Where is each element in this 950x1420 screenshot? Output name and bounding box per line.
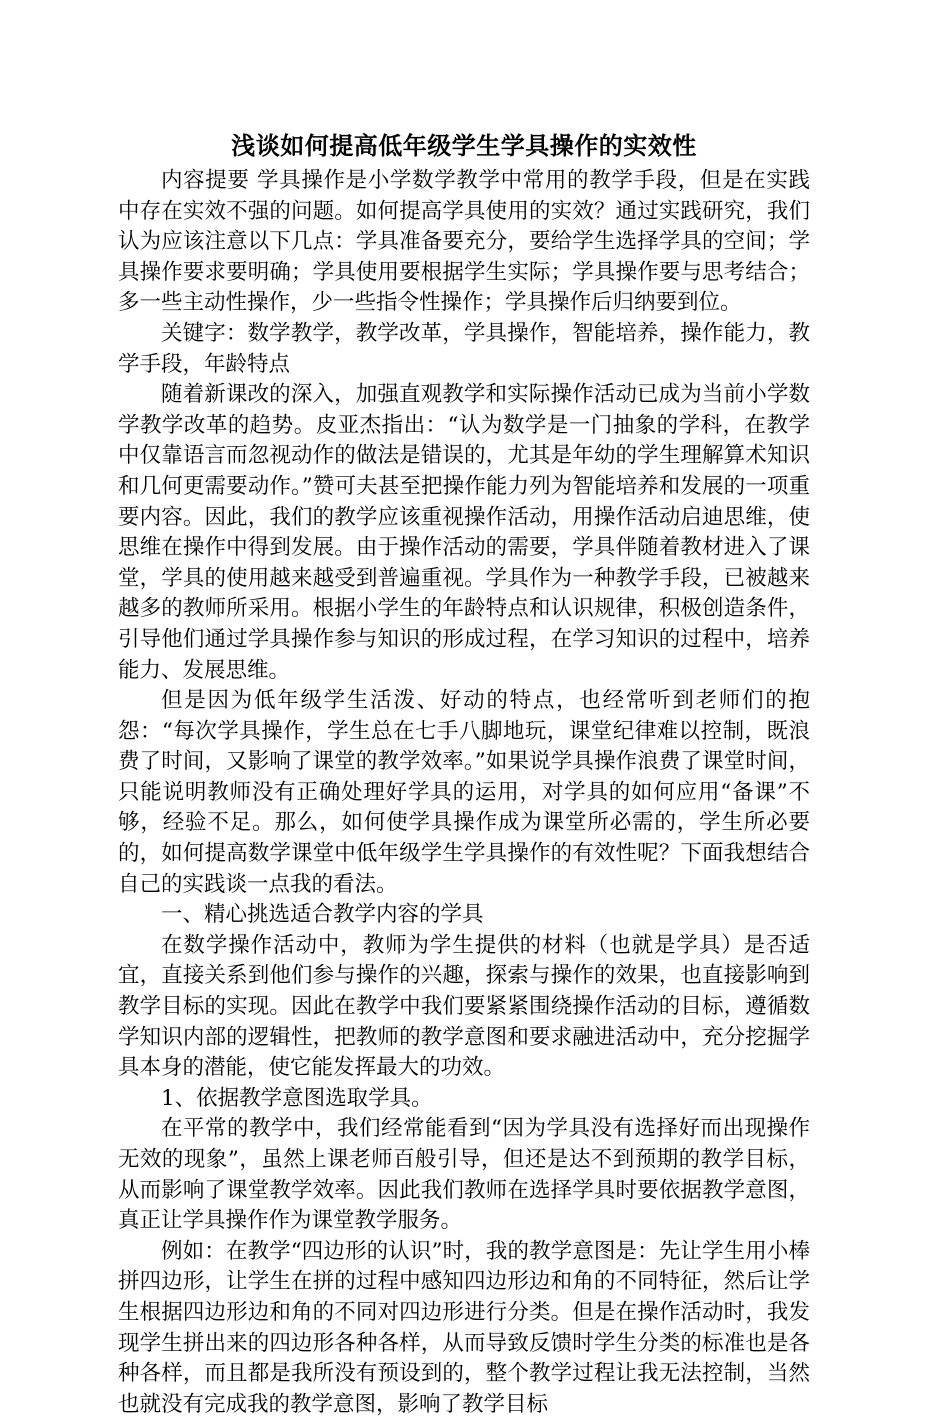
body-paragraph: 在数学操作活动中，教师为学生提供的材料（也就是学具）是否适宜，直接关系到他们参与操作的兴趣，探索与操作的效果，也直接影响到教学目标的实现。因此在教学中我们要紧紧围绕操作活动的目标，遵循数学知识内部的逻辑性，把教师的教学意图和要求融进活动中，充分挖掘学具本身的潜能，使它能发挥最大的功效。 <box>118 932 810 1081</box>
body-paragraph: 随着新课改的深入，加强直观教学和实际操作活动已成为当前小学数学教学改革的趋势。皮亚杰指出：“认为数学是一门抽象的学科，在教学中仅靠语言而忽视动作的做法是错误的，尤其是年幼的学生理解算术知识和几何更需要动作。”赞可夫甚至把操作能力列为智能培养和发展的一项重要内容。因此，我们的教学应该重视操作活动，用操作活动启迪思维，使思维在操作中得到发展。由于操作活动的需要，学具伴随着教材进入了课堂，学具的使用越来越受到普遍重视。学具作为一种教学手段，已被越来越多的教师所采用。根据小学生的年龄特点和认识规律，积极创造条件，引导他们通过学具操作参与知识的形成过程，在学习知识的过程中，培养能力、发展思维。 <box>118 382 810 683</box>
document-page <box>118 128 810 1420</box>
subsection-heading: 1、依据教学意图选取学具。 <box>161 1085 433 1111</box>
section-heading: 一、精心挑选适合教学内容的学具 <box>161 902 484 928</box>
body-paragraph: 例如：在教学“四边形的认识”时，我的教学意图是：先让学生用小棒拼四边形，让学生在拼的过程中感知四边形边和角的不同特征，然后让学生根据四边形边和角的不同对四边形进行分类。但是在操作活动时，我发现学生拼出来的四边形各种各样，从而导致反馈时学生分类的标准也是各种各样，而且都是我所没有预设到的，整个教学过程让我无法控制，当然也就没有完成我的教学意图，影响了教学目标 <box>118 1238 810 1417</box>
abstract-paragraph: 内容提要 学具操作是小学数学教学中常用的教学手段，但是在实践中存在实效不强的问题。如何提高学具使用的实效？通过实践研究，我们认为应该注意以下几点：学具准备要充分，要给学生选择学具的空间；学具操作要求要明确；学具使用要根据学生实际；学具操作要与思考结合；多一些主动性操作，少一些指令性操作；学具操作后归纳要到位。 <box>118 168 810 316</box>
document-title: 浅谈如何提高低年级学生学具操作的实效性 <box>231 131 697 160</box>
keywords-paragraph: 关键字：数学教学，教学改革，学具操作，智能培养，操作能力，教学手段，年龄特点 <box>118 320 810 377</box>
body-paragraph: 但是因为低年级学生活泼、好动的特点，也经常听到老师们的抱怨：“每次学具操作，学生总在七手八脚地玩，课堂纪律难以控制，既浪费了时间，又影响了课堂的教学效率。”如果说学具操作浪费了课堂时间，只能说明教师没有正确处理好学具的运用，对学具的如何应用“备课”不够，经验不足。那么，如何使学具操作成为课堂所必需的，学生所必要的，如何提高数学课堂中低年级学生学具操作的有效性呢？下面我想结合自己的实践谈一点我的看法。 <box>118 688 810 897</box>
body-paragraph: 在平常的教学中，我们经常能看到“因为学具没有选择好而出现操作无效的现象”，虽然上课老师百般引导，但还是达不到预期的教学目标，从而影响了课堂教学效率。因此我们教师在选择学具时要依据教学意图，真正让学具操作作为课堂教学服务。 <box>118 1116 810 1234</box>
